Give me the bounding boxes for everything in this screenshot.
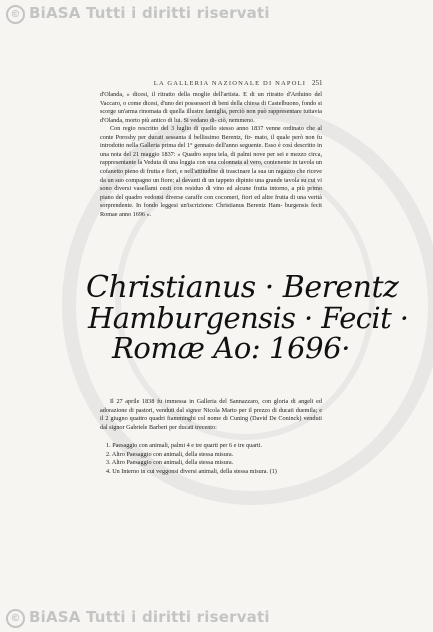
watermark-text: BiASA Tutti i diritti riservati (29, 608, 270, 626)
list-item: 1. Paesaggio con animali, palmi 4 e tre quarti per 6 e tre quarti. (106, 442, 263, 449)
copyright-watermark-top (6, 4, 306, 24)
paragraph-3: Il 27 aprile 1838 fu immessa in Galleria del Sannazzaro, con gloria di angeli ed adorazione di pastori, venduti dal signor Nicola Marto per il prezzo di ducati duemila; e il 2 giugno quattro quadri fiamminghi col nome di Cuning (David De Coninck) venduti dal signor Gabriele Barberi per ducati trecento: (100, 398, 322, 431)
paragraph-2: Con regio rescritto del 3 luglio di quello stesso anno 1837 venne ordinato che al conte Poroshy per ducati sessanta il bellissimo Berentz, fir- mato, il quale però non fu introdotto nella Galleria prima del 1° gennaio dell'anno seguente. Esso è così descritto in una nota del 21 maggio 1837: « Quadro sopra tela, di palmi nove per sei e mezzo circa, rappresentante la Veduta di una loggia con una colonnata al vero, contenente in tavola un cofanetto pieno di frutta e fiori, e nell'attitudine di trascinare la sua un ragazzo che riceve da un suo compagno un fiore; al davanti di un tappeto dipinto una grande tavola su cui vi sono diversi vasellami cesti con residuo di vino ed alcune frutta intorno, a più primo piano del quadro vedonsi diverse caraffe con cocomeri, fiori ed altre frutta di una verità sorprendente. In fondo leggesi un'iscrizione: Christianus Berentz Ham- burgensis fecit Romae anno 1696 ». (100, 125, 322, 218)
running-head: LA GALLERIA NAZIONALE DI NAPOLI (153, 80, 307, 87)
signature-line-1: Christianus · Berentz (86, 270, 399, 305)
signature-line-2: Hamburgensis · Fecit · (88, 301, 409, 335)
list-item: 4. Un Interno in cui veggonsi diversi animali, della stessa misura. (1) (106, 467, 277, 475)
paragraph-1: d'Olanda, » dicesi, il ritratto della moglie dell'artista. E di un ritratto d'Arduino del Vaccaro, o come dicesi, d'uno dei possessori di beni della chiesa di Castelbuono, fondo si scorge un'arma rinomata di quella illustre famiglia, perciò non può rappresentare tuttavia d'Olanda, morto più antico di lui. Si vedano di- ciò, nemmeno. (100, 91, 322, 124)
copyright-watermark-bottom (6, 608, 306, 628)
page-number: 251 (312, 79, 323, 87)
watermark-text: BiASA Tutti i diritti riservati (29, 4, 270, 22)
signature-facsimile (86, 270, 409, 365)
painting-list (100, 442, 322, 476)
list-item: 3. Altro Paesaggio con animali, della stessa misura. (106, 459, 234, 467)
list-item: 2. Altro Paesaggio con animali, della stessa misura. (106, 450, 234, 458)
signature-line-3: Romæ Ao: 1696· (112, 331, 351, 365)
copyright-icon: © (6, 609, 25, 628)
copyright-icon: © (6, 5, 25, 24)
